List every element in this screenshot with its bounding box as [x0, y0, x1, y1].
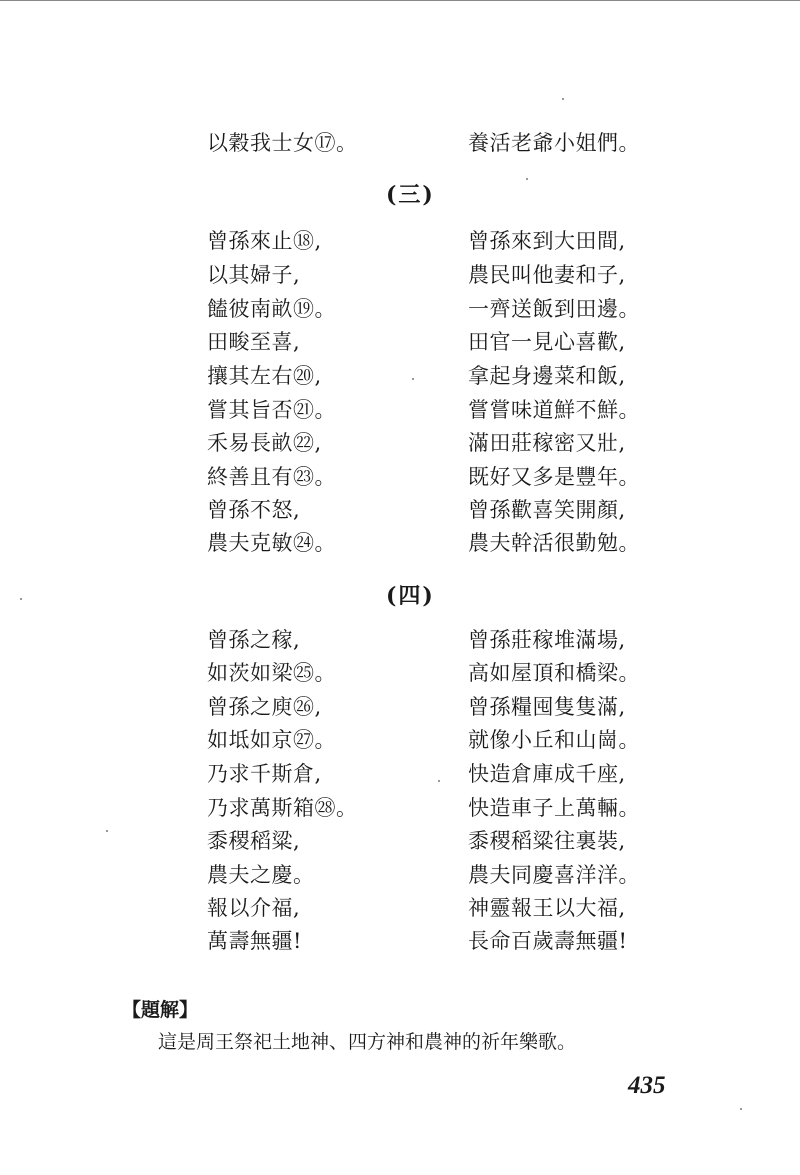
poem-line-translation: 就像小丘和山崗。: [468, 728, 640, 752]
poem-line-original: 攘其左右⑳,: [207, 364, 322, 388]
poem-line-original: 報以介福,: [207, 896, 301, 920]
page-number: 435: [628, 1072, 666, 1099]
note-text: 這是周王祭祀土地神、四方神和農神的祈年樂歌。: [158, 1031, 577, 1053]
poem-line-translation: 嘗嘗味道鮮不鮮。: [468, 398, 640, 422]
poem-line-translation: 曾孫莊稼堆滿場,: [468, 628, 626, 652]
poem-line-translation: 神靈報王以大福,: [468, 896, 626, 920]
poem-line-original: 饁彼南畝⑲。: [207, 297, 336, 321]
section-heading-3: (三): [386, 182, 435, 208]
poem-line-translation: 高如屋頂和橋梁。: [468, 661, 640, 685]
poem-line-original: 曾孫來止⑱,: [207, 229, 322, 253]
poem-line-original: 田畯至喜,: [207, 330, 301, 354]
note-label: 【題解】: [122, 999, 199, 1021]
poem-line-translation: 既好又多是豐年。: [468, 465, 640, 489]
poem-line-original: 如茨如梁㉕。: [207, 661, 336, 685]
poem-line-translation: 曾孫糧囤隻隻滿,: [468, 695, 626, 719]
scan-speck: [412, 378, 414, 380]
poem-line-translation: 一齊送飯到田邊。: [468, 297, 640, 321]
poem-line-translation: 拿起身邊菜和飯,: [468, 364, 626, 388]
poem-line-translation: 曾孫歡喜笑開顏,: [468, 498, 626, 522]
top-border-line: [0, 0, 800, 1]
poem-line-original: 黍稷稻粱,: [207, 829, 301, 853]
poem-line-original: 以其婦子,: [207, 263, 301, 287]
poem-line-original: 農夫克敏㉔。: [207, 531, 336, 555]
poem-line-original: 曾孫之稼,: [207, 628, 301, 652]
scan-speck: [106, 830, 108, 832]
poem-line-original: 萬壽無疆!: [207, 929, 302, 953]
poem-line-translation: 快造倉庫成千座,: [468, 762, 626, 786]
poem-line-original: 禾易長畝㉒,: [207, 431, 322, 455]
poem-line-translation: 田官一見心喜歡,: [468, 330, 626, 354]
poem-line-translation: 農夫同慶喜洋洋。: [468, 863, 640, 887]
poem-line-original: 乃求萬斯箱㉘。: [207, 796, 358, 820]
poem-line-translation: 快造車子上萬輛。: [468, 796, 640, 820]
poem-line-translation: 農民叫他妻和子,: [468, 263, 626, 287]
scan-speck: [562, 98, 564, 100]
scan-speck: [740, 1108, 742, 1110]
poem-line-original: 如坻如京㉗。: [207, 728, 336, 752]
scan-speck: [20, 598, 22, 600]
poem-line-translation: 曾孫來到大田間,: [468, 229, 626, 253]
poem-line-original: 乃求千斯倉,: [207, 762, 322, 786]
poem-line-original: 以穀我士女⑰。: [207, 131, 358, 155]
poem-line-translation: 長命百歲壽無疆!: [468, 929, 628, 953]
poem-line-translation: 滿田莊稼密又壯,: [468, 431, 626, 455]
poem-line-original: 農夫之慶。: [207, 863, 315, 887]
scan-speck: [526, 178, 528, 180]
poem-line-original: 嘗其旨否㉑。: [207, 398, 336, 422]
poem-line-original: 曾孫之庾㉖,: [207, 695, 322, 719]
poem-line-translation: 農夫幹活很勤勉。: [468, 531, 640, 555]
poem-line-translation: 黍稷稻粱往裏裝,: [468, 829, 626, 853]
poem-line-original: 曾孫不怒,: [207, 498, 301, 522]
section-heading-4: (四): [386, 583, 435, 609]
poem-line-original: 終善且有㉓。: [207, 465, 336, 489]
scan-speck: [438, 780, 440, 782]
poem-line-translation: 養活老爺小姐們。: [468, 131, 640, 155]
